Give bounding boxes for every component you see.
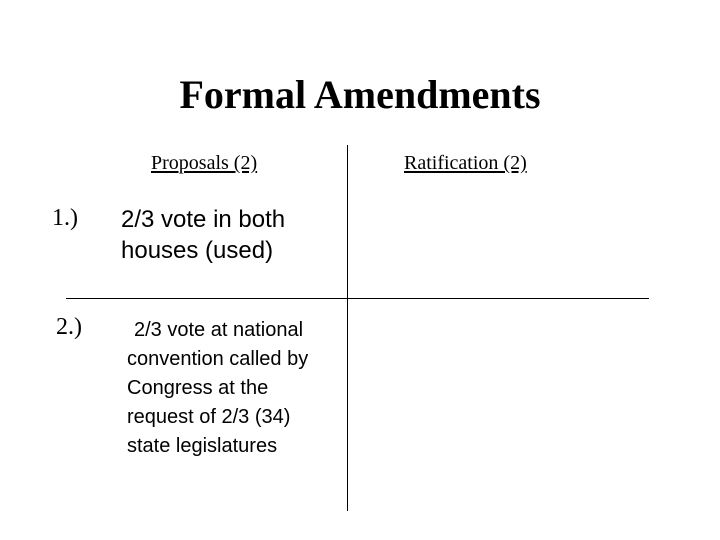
row-number-2: 2.) xyxy=(56,314,82,340)
row-number-1: 1.) xyxy=(52,205,78,231)
slide-title: Formal Amendments xyxy=(179,72,541,117)
proposals-column-header: Proposals (2) xyxy=(151,152,258,174)
row-divider xyxy=(66,298,649,299)
ratification-column-header: Ratification (2) xyxy=(404,152,527,174)
proposal-method-1: 2/3 vote in both houses (used) xyxy=(121,206,286,264)
proposal-method-2: 2/3 vote at national convention called by Congress at the request of 2/3 (34) state legislatures xyxy=(127,319,309,457)
column-divider xyxy=(347,145,348,511)
